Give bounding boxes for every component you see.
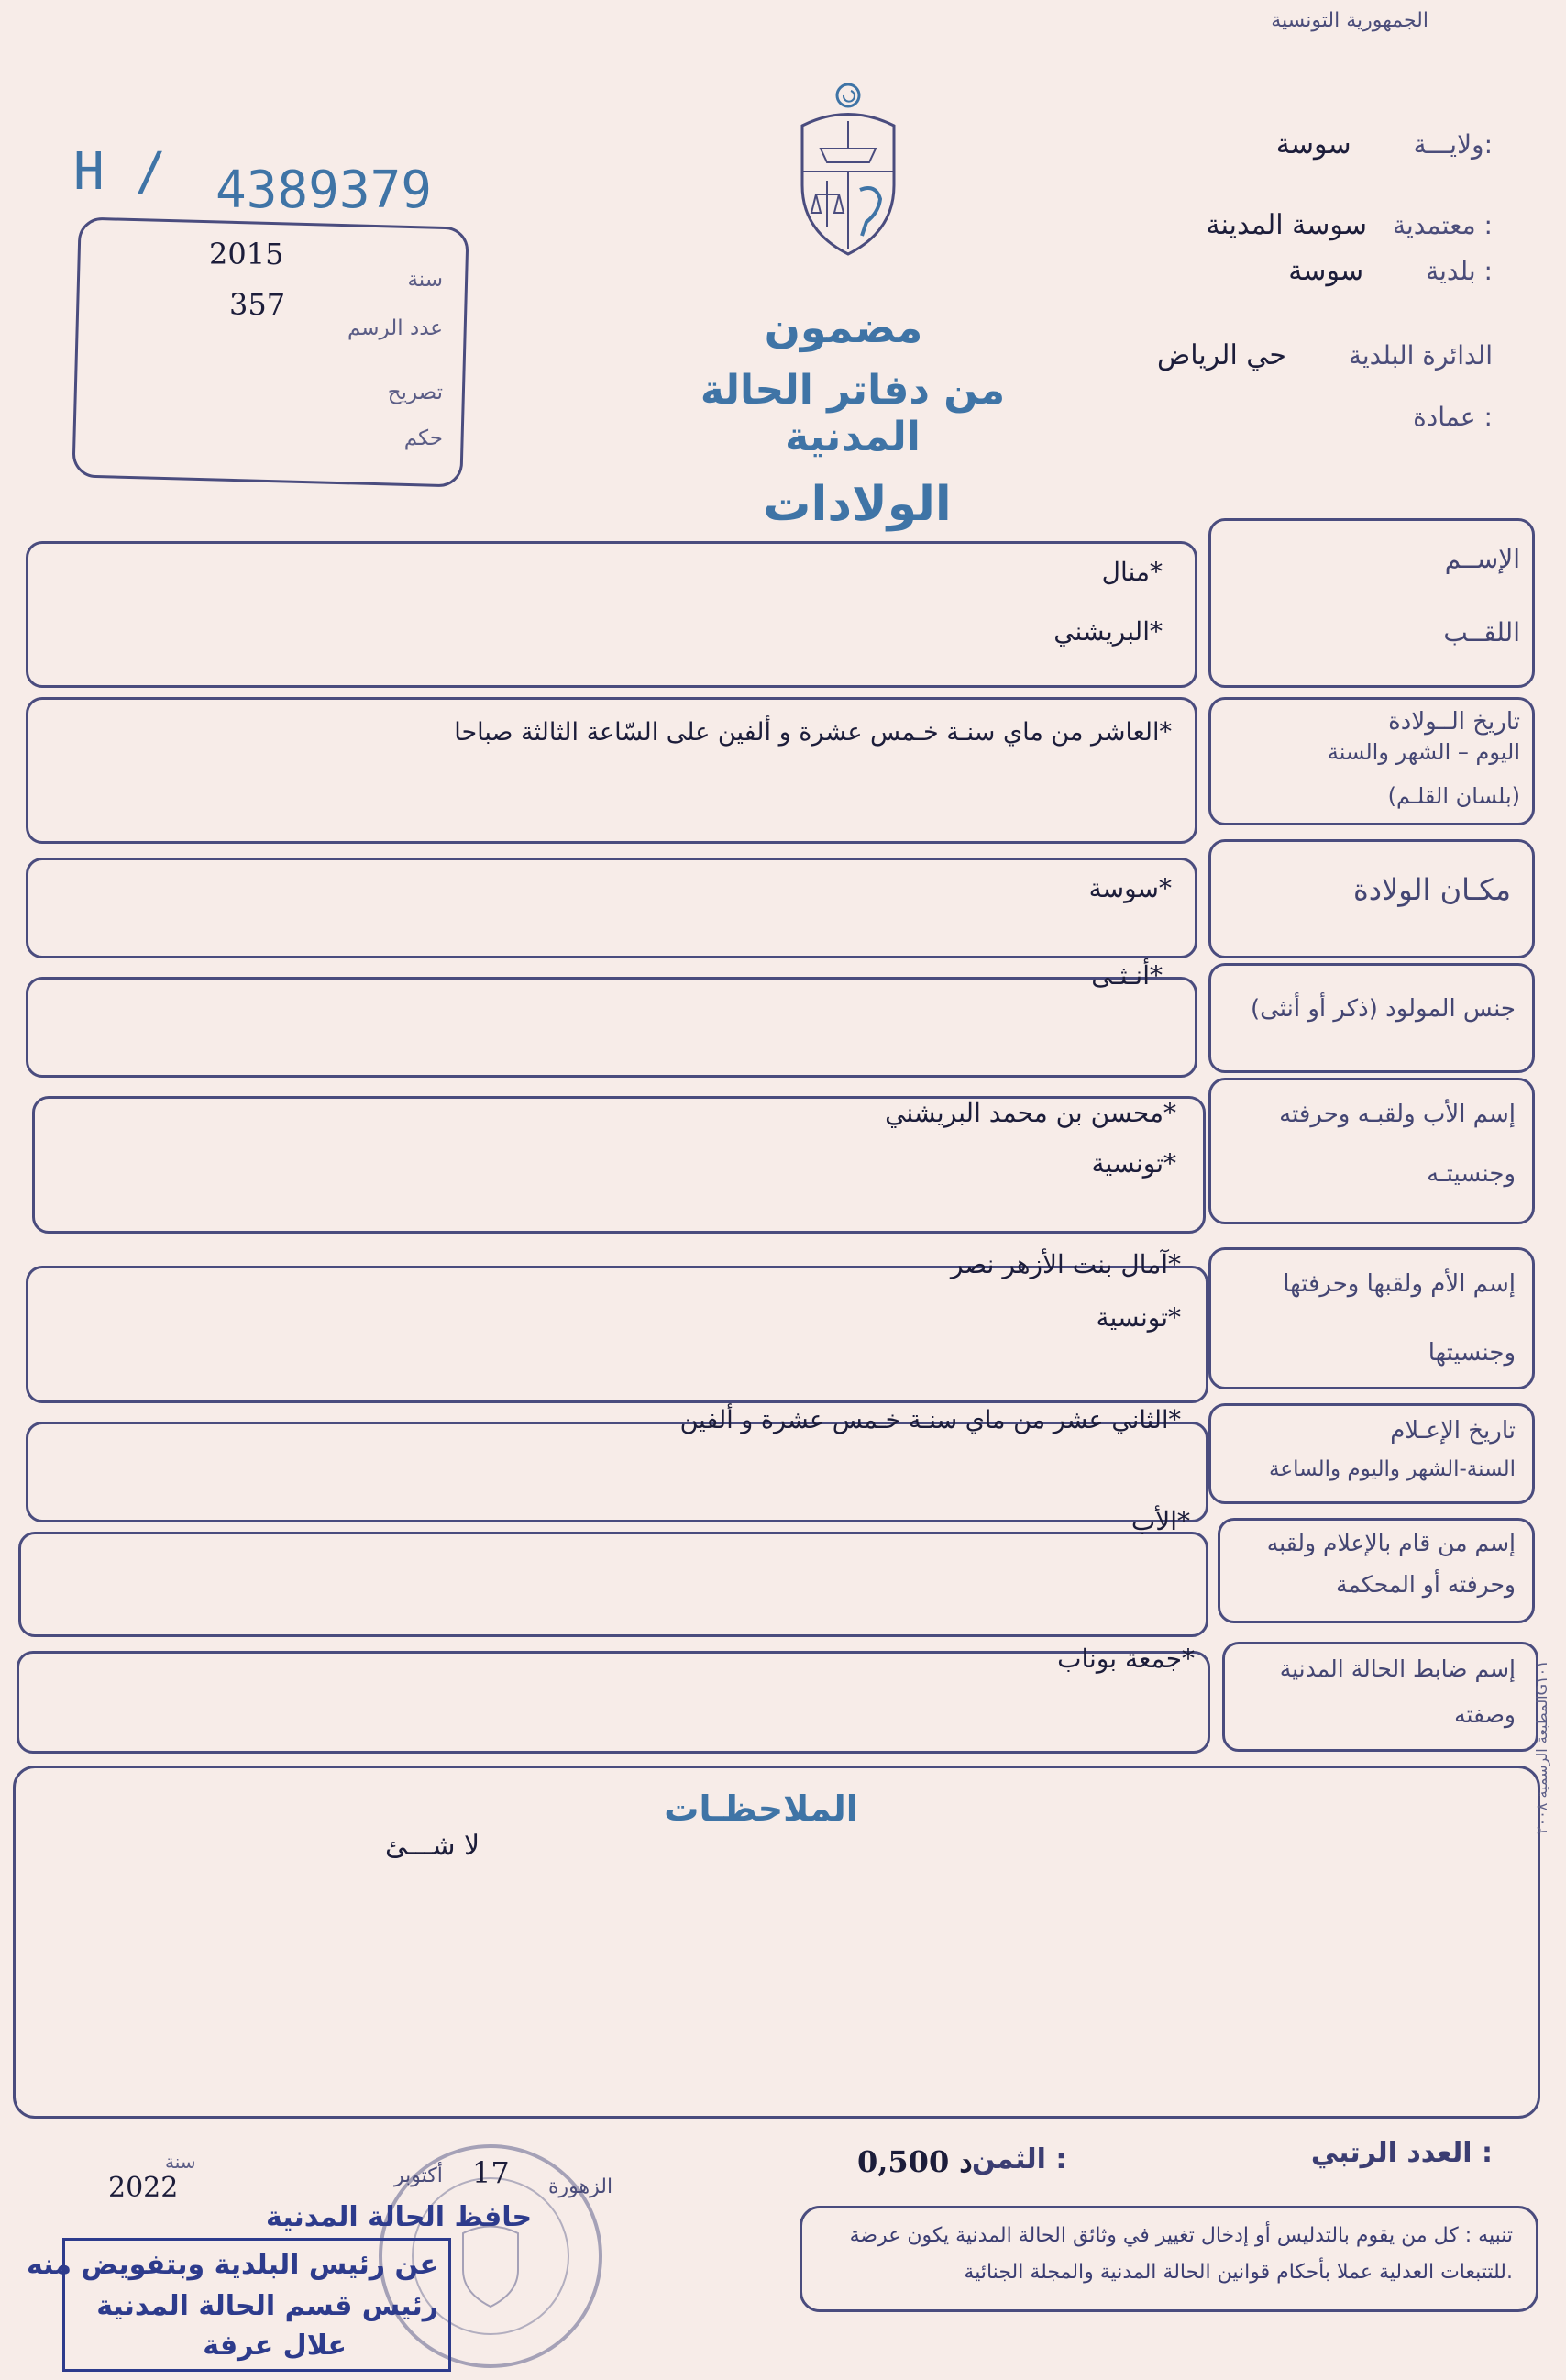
declaration-date-value: الثاني عشر من ماي سنـة خـمس عشرة و ألفين* [679,1406,1181,1434]
stamp-line-3: علال عرفة [203,2330,347,2362]
birth-date-label-1: تاريخ الــولادة [1388,708,1520,736]
officer-label-2: وصفته [1454,1701,1516,1728]
date-day: 17 [472,2155,510,2190]
serial-number: 4389379 [215,161,433,220]
record-year-label: سنة [407,268,443,292]
sex-value-box [26,977,1197,1078]
stamp-line-1: عن رئيس البلدية وبتفويض منه [26,2249,438,2281]
declarant-label-2: وحرفته أو المحكمة [1336,1571,1516,1598]
birth-date-label-3: (بلسان القلـم) [1387,783,1520,809]
father-nationality-value: تونسية* [1091,1148,1176,1179]
stamp-line-2: رئيس قسم الحالة المدنية [96,2290,438,2322]
mother-nationality-value: تونسية* [1096,1302,1181,1333]
birth-place-value: سوسة* [1088,873,1172,903]
municipality-row [1288,255,1493,287]
printer-imprint: المطبعة الرسمية ٢٠٠٨G١٠١ [1533,1660,1550,1834]
birth-place-label: مكـان الولادة [1352,872,1511,907]
father-label-1: إسم الأب ولقبـه وحرفته [1279,1101,1516,1128]
country-heading: الجمهورية التونسية [1271,9,1428,32]
municipality-label: بلدية : [1426,256,1493,286]
name-value-box [26,541,1197,688]
declaration-date-label-2: السنة-الشهر واليوم والساعة [1269,1457,1516,1481]
sex-label: جنس المولود (ذكر أو أنثى) [1250,995,1516,1023]
delegation-row [1207,209,1493,241]
municipality-value: سوسة [1288,255,1364,287]
coat-of-arms-icon [789,75,908,259]
officer-label-1: إسم ضابط الحالة المدنية [1279,1655,1516,1682]
governorate-value: سوسة [1275,128,1351,161]
declaration-date-label-1: تاريخ الإعـلام [1390,1417,1516,1445]
stamp-title: حافظ الحالة المدنية [266,2201,533,2233]
price-value: 0,500 د [857,2144,973,2179]
judgment-label: حكم [403,426,443,450]
record-year: 2015 [209,237,284,271]
warning-text [816,2218,1513,2291]
notes-title: الملاحظـات [664,1788,858,1829]
name-label: الإســم [1444,544,1520,574]
father-label-2: وجنسيتـه [1427,1160,1516,1188]
serial-no-label: العدد الرتبي : [1310,2137,1493,2169]
surname-value: البريشني* [1053,616,1163,647]
record-number: 357 [229,287,286,322]
delegation-label: معتمدية : [1393,210,1493,240]
district-row [1157,339,1493,371]
district-label: الدائرة البلدية [1348,340,1493,371]
sector-label: عمادة : [1413,402,1493,432]
district-value: حي الرياض [1156,339,1286,371]
title-summary: مضمون [764,303,923,352]
name-value: منال* [1101,557,1163,587]
governorate-label: ولايـــة: [1413,129,1493,160]
governorate-row [1276,128,1493,161]
price-label: الثمن : [972,2143,1067,2175]
birth-date-value: العاشر من ماي سنـة خـمس عشرة و ألفين على السّاعة الثالثة صباحا* [454,718,1172,747]
delegation-value: سوسة المدينة [1206,209,1367,241]
sex-value: أنـثـى* [1091,960,1163,991]
father-name-value: محسن بن محمد البريشني* [885,1098,1176,1128]
record-number-label: عدد الرسم [347,316,443,340]
notes-value: لا شـــئ [385,1830,480,1862]
warning-line-2: للتتبعات العدلية عملا بأحكام قوانين الحالة المدنية والمجلة الجنائية. [964,2261,1513,2284]
warning-line-1: تنبيه : كل من يقوم بالتدليس أو إدخال تغيير في وثائق الحالة المدنية يكون عرضة [849,2224,1513,2247]
declarant-value: الأب* [1130,1506,1190,1536]
sector-row [1413,402,1493,432]
officer-value: جمعة بوناب* [1057,1644,1195,1674]
declaration-label: تصريح [387,381,443,404]
date-place: الزهورة [548,2175,613,2198]
mother-name-value: آمال بنت الأزهر نصر* [950,1249,1181,1279]
declarant-value-box [18,1532,1208,1637]
mother-label-1: إسم الأم ولقبها وحرفتها [1283,1270,1516,1298]
officer-value-box [17,1651,1210,1754]
title-births: الولادات [763,477,952,532]
birth-place-value-box [26,858,1197,958]
surname-label: اللقــب [1443,617,1520,648]
birth-date-label-2: اليوم – الشهر والسنة [1327,739,1520,765]
date-year-label: سنة [165,2151,196,2173]
mother-label-2: وجنسيتها [1428,1339,1516,1367]
date-year: 2022 [108,2172,179,2204]
date-month: أكتوبر [394,2164,443,2187]
serial-prefix: H / [73,142,167,202]
declarant-label-1: إسم من قام بالإعلام ولقبه [1266,1530,1516,1556]
title-registers: من دفاتر الحالة المدنية [700,367,1006,460]
